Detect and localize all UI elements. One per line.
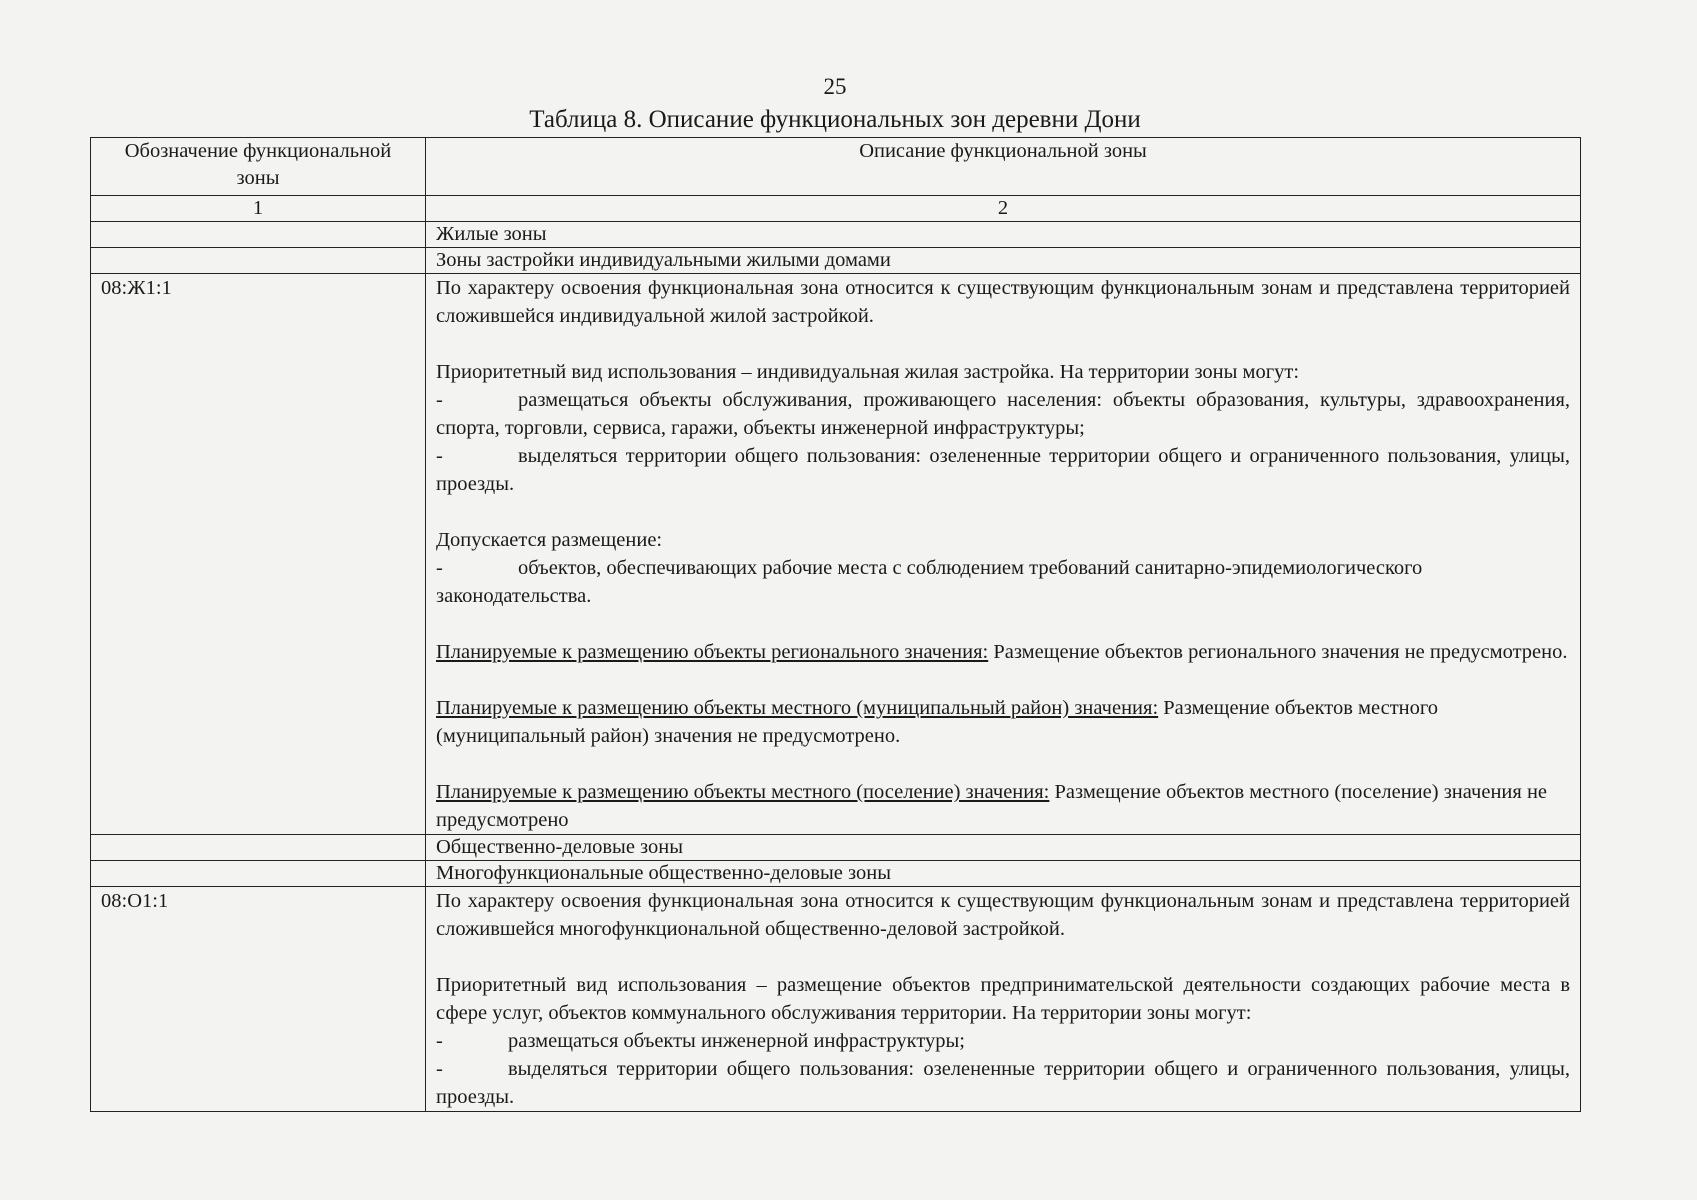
zone-code: 08:О1:1 bbox=[91, 887, 426, 1112]
column-number-2: 2 bbox=[426, 196, 1581, 222]
empty-cell bbox=[91, 248, 426, 274]
header-code-cell: Обозначение функциональной зоны bbox=[91, 138, 426, 196]
empty-cell bbox=[91, 835, 426, 861]
zone-row-residential bbox=[91, 274, 1581, 835]
page-number: 25 bbox=[823, 74, 847, 99]
group-row-business bbox=[91, 835, 1581, 861]
planned-regional: Планируемые к размещению объекты регионального значения: Размещение объектов регионального значения не предусмотрено. bbox=[436, 641, 1568, 663]
zone-subgroup-title: Зоны застройки индивидуальными жилыми домами bbox=[426, 248, 1581, 274]
zone-row-business bbox=[91, 887, 1581, 1112]
header-row bbox=[91, 138, 1581, 196]
empty-cell bbox=[91, 861, 426, 887]
zone-group-title: Жилые зоны bbox=[426, 222, 1581, 248]
column-number-row bbox=[91, 196, 1581, 222]
description-paragraph: По характеру освоения функциональная зона относится к существующим функциональным зонам и представлена территорией сложившейся индивидуальной жилой застройкой. bbox=[436, 277, 1570, 327]
planned-municipal: Планируемые к размещению объекты местного (муниципальный район) значения: Размещение объектов местного (муниципальный район) значения не предусмотрено. bbox=[436, 697, 1439, 747]
planned-settlement: Планируемые к размещению объекты местного (поселение) значения: Размещение объектов местного (поселение) значения не предусмотрено bbox=[436, 781, 1548, 831]
list-item: - размещаться объекты обслуживания, проживающего населения: объекты образования, культуры, здравоохранения, спорта, торговли, сервиса, гаражи, объекты инженерной инфраструктуры; bbox=[436, 389, 1570, 439]
table-title: Таблица 8. Описание функциональных зон деревни Дони bbox=[529, 106, 1141, 133]
zones-table bbox=[90, 137, 1581, 1112]
empty-cell bbox=[91, 222, 426, 248]
list-item: - размещаться объекты инженерной инфраструктуры; bbox=[436, 1030, 965, 1052]
column-number-1: 1 bbox=[91, 196, 426, 222]
list-item: - выделяться территории общего пользования: озелененные территории общего и ограниченного пользования, улицы, проезды. bbox=[436, 1058, 1570, 1108]
subgroup-row-residential bbox=[91, 248, 1581, 274]
list-item: - объектов, обеспечивающих рабочие места с соблюдением требований санитарно-эпидемиологического законодательства. bbox=[436, 557, 1423, 607]
description-paragraph: Приоритетный вид использования – индивидуальная жилая застройка. На территории зоны могут: bbox=[436, 361, 1300, 383]
subgroup-row-business bbox=[91, 861, 1581, 887]
zone-description bbox=[426, 887, 1581, 1112]
list-item: - выделяться территории общего пользования: озелененные территории общего и ограниченного пользования, улицы, проезды. bbox=[436, 445, 1570, 495]
header-description-cell: Описание функциональной зоны bbox=[426, 138, 1581, 196]
group-row-residential bbox=[91, 222, 1581, 248]
description-paragraph: По характеру освоения функциональная зона относится к существующим функциональным зонам и представлена территорией сложившейся многофункциональной общественно-деловой застройкой. bbox=[436, 890, 1570, 940]
description-paragraph: Допускается размещение: bbox=[436, 529, 663, 551]
zone-group-title: Общественно-деловые зоны bbox=[426, 835, 1581, 861]
zone-description bbox=[426, 274, 1581, 835]
zone-code: 08:Ж1:1 bbox=[91, 274, 426, 835]
zone-subgroup-title: Многофункциональные общественно-деловые зоны bbox=[426, 861, 1581, 887]
description-paragraph: Приоритетный вид использования – размещение объектов предпринимательской деятельности создающих рабочие места в сфере услуг, объектов коммунального обслуживания территории. На территории зоны могут: bbox=[436, 974, 1570, 1024]
